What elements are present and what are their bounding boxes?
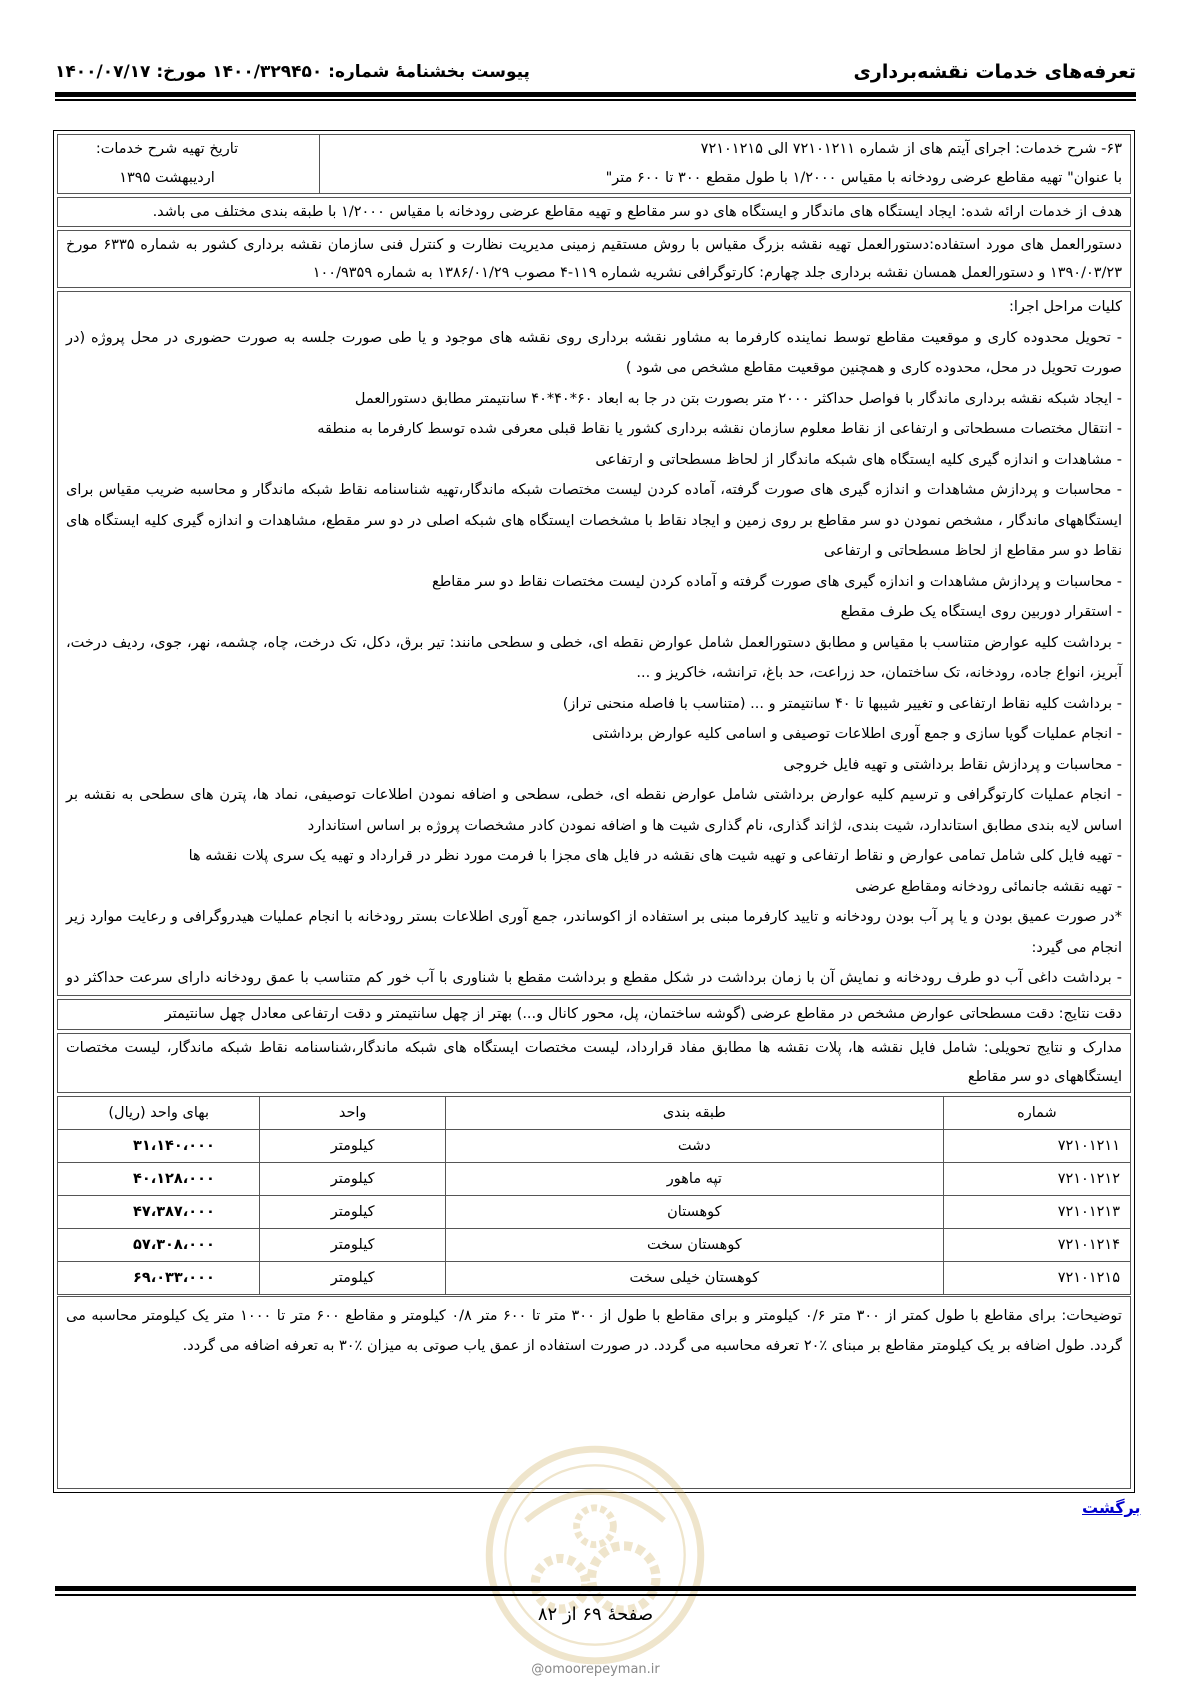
document-frame	[53, 130, 1135, 1493]
item-code: ۷۲۱۰۱۲۱۲	[943, 1163, 1130, 1196]
accuracy-text: دقت نتایج: دقت مسطحاتی عوارض مشخص در مقاطع عرضی (گوشه ساختمان، پل، محور کانال و...) بهتر از چهل سانتیمتر و دقت ارتفاعی معادل چهل سانتیمتر	[164, 1006, 1122, 1022]
header-category: طبقه بندی	[445, 1097, 943, 1130]
item-category: کوهستان	[445, 1196, 943, 1229]
circular-reference: پیوست بخشنامۀ شماره: ۱۴۰۰/۳۲۹۴۵۰ مورخ: ۱۴۰۰/۰۷/۱۷	[55, 62, 530, 82]
service-title-row	[57, 134, 1131, 194]
service-title-line1: ۶۳- شرح خدمات: اجرای آیتم های از شماره ۷۲۱۰۱۲۱۱ الی ۷۲۱۰۱۲۱۵	[700, 141, 1122, 157]
item-unit: کیلومتر	[260, 1229, 445, 1262]
instructions-row	[57, 230, 1131, 288]
item-code: ۷۲۱۰۱۲۱۱	[943, 1130, 1130, 1163]
item-code: ۷۲۱۰۱۲۱۵	[943, 1262, 1130, 1295]
step-item: - تهیه فایل کلی شامل تمامی عوارض و نقاط ارتفاعی و تهیه شیت های نقشه در فایل های مجزا با فرمت مورد نظر در قرارداد و تهیه یک سری پلات نقشه ها	[188, 848, 1122, 864]
step-item: - برداشت کلیه نقاط ارتفاعی و تغییر شیبها تا ۴۰ سانتیمتر و ... (متناسب با فاصله منحنی تراز)	[562, 695, 1122, 712]
deliverables-row	[57, 1033, 1131, 1093]
item-unit: کیلومتر	[260, 1196, 445, 1229]
table-row	[58, 1130, 1131, 1163]
document-title: تعرفه‌های خدمات نقشه‌برداری	[853, 61, 1136, 83]
service-date-cell	[58, 135, 276, 193]
steps-row	[57, 291, 1131, 996]
step-item: - محاسبات و پردازش نقاط برداشتی و تهیه فایل خروجی	[783, 756, 1122, 773]
item-price: ۶۹،۰۳۳،۰۰۰	[58, 1262, 260, 1295]
step-item: - برداشت داغی آب دو طرف رودخانه و نمایش آن با زمان برداشت در شکل مقطع و برداشت مقطع با شناوری با آب خور کم متناسب با عمق رودخانه دارای سرعت حداکثر دو	[66, 970, 1122, 986]
step-item: - انجام عملیات کارتوگرافی و ترسیم کلیه عوارض برداشتی شامل عوارض نقطه ای، خطی، سطحی و اضافه نمودن اطلاعات توصیفی، نماد ها، پترن های سطحی به نقشه بر اساس لایه بندی مطابق استاندارد، شیت بندی، لژاند گذاری، نام گذاری شیت ها و اضافه نمودن کادر مشخصات پروژه بر اساس استاندارد	[66, 787, 1122, 834]
step-item: - مشاهدات و اندازه گیری کلیه ایستگاه های شبکه ماندگار از لحاظ مسطحاتی و ارتفاعی	[595, 451, 1122, 468]
step-item: - برداشت کلیه عوارض متناسب با مقیاس و مطابق دستورالعمل شامل عوارض نقطه ای، خطی و سطحی مانند: تیر برق، دکل، تک درخت، چاه، چشمه، نهر، جوی، ردیف درخت، آبریز، انواع جاده، رودخانه، تک ساختمان، حد زراعت، حد باغ، ترانشه، خاکریز و ...	[66, 634, 1122, 681]
footer-rule-thin	[55, 1594, 1136, 1596]
item-price: ۴۷،۳۸۷،۰۰۰	[58, 1196, 260, 1229]
item-price: ۵۷،۳۰۸،۰۰۰	[58, 1229, 260, 1262]
notes-text: توضیحات: برای مقاطع با طول کمتر از ۳۰۰ متر ۰/۶ کیلومتر و برای مقاطع با طول از ۳۰۰ متر تا ۶۰۰ متر ۰/۸ کیلومتر و مقاطع ۶۰۰ متر تا ۱۰۰۰ متر یک کیلومتر محاسبه می گردد. طول اضافه بر یک کیلومتر مقاطع بر مبنای ٪۲۰ تعرفه محاسبه می گردد. در صورت استفاده از عمق یاب صوتی به میزان ٪۳۰ به تعرفه اضافه می گردد.	[66, 1308, 1122, 1354]
step-item: - انجام عملیات گویا سازی و جمع آوری اطلاعات توصیفی و اسامی کلیه عوارض برداشتی	[592, 726, 1122, 742]
item-unit: کیلومتر	[260, 1262, 445, 1295]
instructions-text: دستورالعمل های مورد استفاده:دستورالعمل تهیه نقشه بزرگ مقیاس با روش مستقیم زمینی مدیریت نظارت و کنترل فنی سازمان نقشه برداری کشور به شماره ۶۳۳۵ مورخ ۱۳۹۰/۰۳/۲۳ و دستورالعمل همسان نقشه برداری جلد چهارم: کارتوگرافی نشریه شماره ۱۱۹-۴ مصوب ۱۳۸۶/۰۱/۲۹ به شماره ۱۰۰/۹۳۵۹	[66, 237, 1123, 281]
page-number: صفحۀ ۶۹ از ۸۲	[537, 1604, 654, 1625]
table-row	[58, 1262, 1131, 1295]
watermark-seal-icon	[480, 1440, 710, 1670]
step-item: - انتقال مختصات مسطحاتی و ارتفاعی از نقاط معلوم سازمان نقشه برداری کشور یا نقاط قبلی معرفی شده توسط کارفرما به منطقه	[317, 421, 1122, 437]
item-category: کوهستان خیلی سخت	[445, 1262, 943, 1295]
accuracy-row	[57, 999, 1131, 1030]
service-title	[319, 135, 1130, 193]
service-date-label: تاریخ تهیه شرح خدمات:	[95, 141, 239, 157]
price-table	[57, 1096, 1131, 1295]
goal-text: هدف از خدمات ارائه شده: ایجاد ایستگاه های ماندگار و ایستگاه های دو سر مقاطع و تهیه مقاطع عرضی رودخانه با مقیاس ۱/۲۰۰۰ با طبقه بندی مختلف می باشد.	[152, 204, 1122, 220]
step-item: - تحویل محدوده کاری و موقعیت مقاطع توسط نماینده کارفرما به مشاور نقشه برداری روی نقشه های موجود و یا طی صورت جلسه به صورت حضوری در محل پروژه (در صورت تحویل در محل، محدوده کاری و همچنین موقعیت مقاطع مشخص می شود )	[66, 329, 1122, 376]
back-link[interactable]: برگشت	[1082, 1498, 1141, 1517]
item-unit: کیلومتر	[260, 1130, 445, 1163]
item-price: ۴۰،۱۲۸،۰۰۰	[58, 1163, 260, 1196]
steps-heading: کلیات مراحل اجرا:	[1008, 299, 1122, 315]
item-category: کوهستان سخت	[445, 1229, 943, 1262]
item-code: ۷۲۱۰۱۲۱۴	[943, 1229, 1130, 1262]
step-item: - محاسبات و پردازش مشاهدات و اندازه گیری های صورت گرفته و آماده کردن لیست مختصات نقاط دو سر مقاطع	[432, 573, 1122, 590]
item-code: ۷۲۱۰۱۲۱۳	[943, 1196, 1130, 1229]
table-row	[58, 1229, 1131, 1262]
header-price: بهای واحد (ریال)	[58, 1097, 260, 1130]
table-row	[58, 1196, 1131, 1229]
footer-rule-thick	[55, 1586, 1136, 1591]
item-category: دشت	[445, 1130, 943, 1163]
step-item: - تهیه نقشه جانمائی رودخانه ومقاطع عرضی	[855, 878, 1122, 895]
header-code: شماره	[943, 1097, 1130, 1130]
deliverables-text: مدارک و نتایج تحویلی: شامل فایل نقشه ها، پلات نقشه ها مطابق مفاد قرارداد، لیست مختصات ایستگاه های شبکه ماندگار،شناسنامه نقاط شبکه ماندگار، لیست مختصات ایستگاههای دو سر مقاطع	[66, 1040, 1122, 1085]
item-category: تپه ماهور	[445, 1163, 943, 1196]
site-tag: @omoorepeyman.ir	[531, 1662, 660, 1677]
step-item: *در صورت عمیق بودن و یا پر آب بودن رودخانه و تایید کارفرما مبنی بر استفاده از اکوساندر، جمع آوری اطلاعات بستر رودخانه با انجام عملیات هیدروگرافی و رعایت موارد زیر انجام می گیرد:	[66, 909, 1122, 956]
header-rule-thick	[55, 92, 1136, 97]
item-unit: کیلومتر	[260, 1163, 445, 1196]
page-header	[55, 58, 1136, 86]
table-row	[58, 1163, 1131, 1196]
item-price: ۳۱،۱۴۰،۰۰۰	[58, 1130, 260, 1163]
service-title-line2: با عنوان" تهیه مقاطع عرضی رودخانه با مقیاس ۱/۲۰۰۰ با طول مقطع ۳۰۰ تا ۶۰۰ متر"	[605, 170, 1122, 186]
goal-row	[57, 197, 1131, 227]
step-item: - محاسبات و پردازش مشاهدات و اندازه گیری های صورت گرفته، آماده کردن لیست مختصات شبکه ماندگار،تهیه شناسنامه نقاط شبکه ماندگار و محاسبه ضریب مقیاس برای ایستگاههای ماندگار ، مشخص نمودن دو سر مقاطع بر روی زمین و ایجاد نقاط با مشخصات ایستگاه های شبکه اصلی در دو سر مقطع، مشاهدات و اندازه گیری کلیه ایستگاه های نقاط دو سر مقاطع از لحاظ مسطحاتی و ارتفاعی	[66, 482, 1122, 559]
table-header-row	[58, 1097, 1131, 1130]
step-item: - استقرار دوربین روی ایستگاه یک طرف مقطع	[840, 604, 1122, 620]
header-rule-thin	[55, 99, 1136, 101]
header-unit: واحد	[260, 1097, 445, 1130]
service-date-value: اردیبهشت ۱۳۹۵	[119, 170, 215, 186]
step-item: - ایجاد شبکه نقشه برداری ماندگار با فواصل حداکثر ۲۰۰۰ متر بصورت بتن در جا به ابعاد ۶۰*۴۰*۴۰ سانتیمتر مطابق دستورالعمل	[354, 390, 1122, 407]
